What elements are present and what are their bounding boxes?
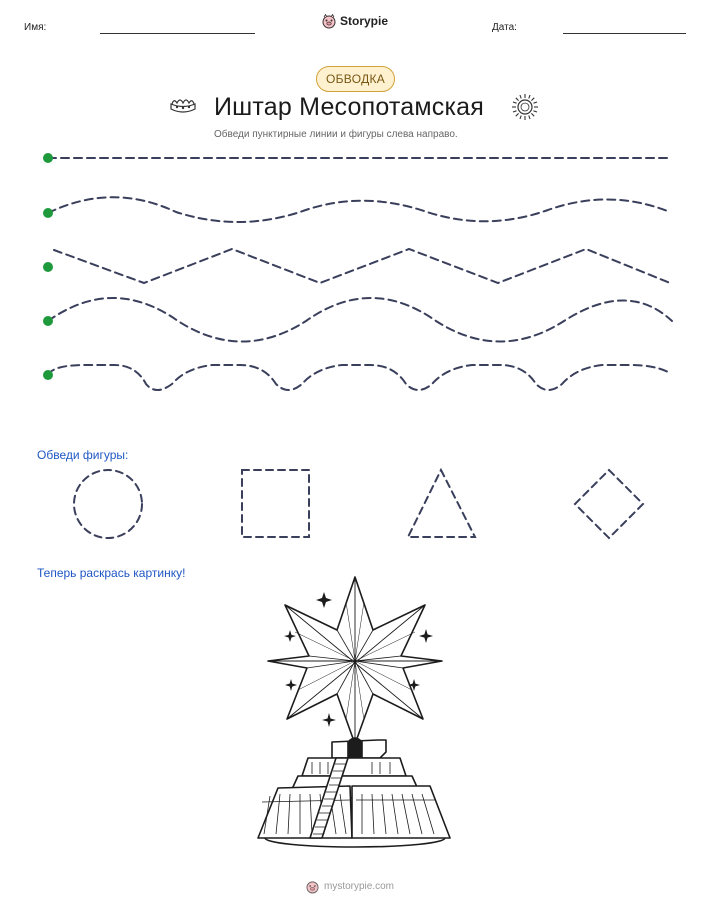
start-dot-line-2 [43,208,53,218]
coloring-picture[interactable] [240,572,470,854]
name-label: Имя: [24,22,47,33]
coloring-section-label: Теперь раскрась картинку! [37,566,186,580]
trace-circle[interactable] [74,470,142,538]
pig-mascot-icon [306,879,319,894]
trace-line-scallop[interactable] [48,365,668,390]
tracing-lines [0,0,709,420]
start-dot-line-4 [43,316,53,326]
start-dot-line-3 [43,262,53,272]
page-title: Иштар Месопотамская [214,93,485,121]
instructions-subtitle: Обведи пунктирные линии и фигуры слева направо. [214,129,458,140]
footer-site-link[interactable]: mystorypie.com [324,881,395,892]
footer [306,879,394,894]
activity-badge: ОБВОДКА [316,66,395,92]
trace-diamond[interactable] [575,470,643,538]
start-dot-line-1 [43,153,53,163]
ziggurat[interactable] [258,738,450,847]
trace-triangle[interactable] [408,470,475,537]
trace-line-zigzag[interactable] [54,249,670,283]
trace-shapes [0,460,709,550]
shapes-section-label: Обведи фигуры: [37,448,129,462]
trace-line-wave[interactable] [48,298,672,342]
start-dot-line-5 [43,370,53,380]
date-label: Дата: [492,22,517,33]
trace-square[interactable] [242,470,309,537]
brand-name: Storypie [340,14,389,28]
trace-line-gentle-wave[interactable] [48,197,670,222]
ishtar-star[interactable] [268,577,442,744]
